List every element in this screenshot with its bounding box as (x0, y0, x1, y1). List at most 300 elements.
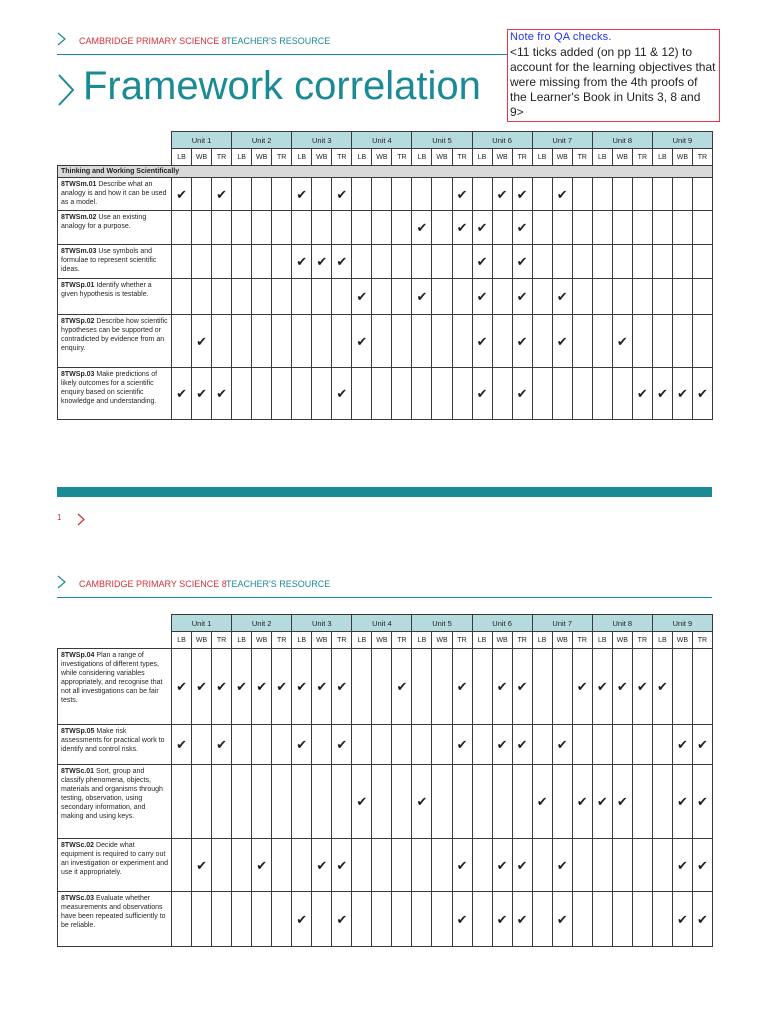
subcolumn-header: TR (332, 149, 352, 166)
unit-header: Unit 2 (232, 132, 292, 149)
tick-icon: ✔ (697, 857, 708, 873)
empty-cell (532, 892, 552, 947)
subcolumn-header: LB (532, 632, 552, 649)
tick-icon: ✔ (576, 679, 588, 694)
subcolumn-header: WB (372, 149, 392, 166)
empty-cell (532, 839, 552, 892)
tick-icon: ✔ (316, 679, 328, 694)
empty-cell (492, 315, 512, 368)
tick-cell (192, 368, 212, 420)
qa-note-heading: Note fro QA checks. (510, 31, 612, 43)
subcolumn-header: LB (412, 149, 432, 166)
tick-cell (332, 892, 352, 947)
tick-icon: ✔ (396, 679, 408, 694)
tick-icon: ✔ (697, 737, 708, 752)
empty-cell (252, 211, 272, 245)
table-row (58, 725, 713, 765)
tick-icon: ✔ (216, 679, 228, 694)
empty-cell (572, 892, 592, 947)
empty-cell (652, 245, 672, 279)
tick-icon: ✔ (697, 911, 708, 927)
unit-header: Unit 9 (652, 132, 712, 149)
empty-cell (392, 368, 412, 420)
empty-cell (652, 765, 672, 839)
tick-icon: ✔ (336, 911, 348, 927)
subcolumn-header: TR (272, 632, 292, 649)
tick-icon: ✔ (296, 737, 308, 752)
subcolumn-header: WB (252, 149, 272, 166)
tick-cell (212, 649, 232, 725)
tick-cell (232, 649, 252, 725)
tick-cell (512, 892, 532, 947)
empty-cell (272, 368, 292, 420)
tick-cell (512, 315, 532, 368)
empty-cell (352, 725, 372, 765)
tick-cell (332, 839, 352, 892)
tick-cell (292, 892, 312, 947)
unit-header: Unit 7 (532, 132, 592, 149)
objective-code: 8TWSm.02 (61, 214, 97, 221)
empty-cell (612, 245, 632, 279)
tick-cell (292, 725, 312, 765)
empty-cell (352, 178, 372, 211)
objective-code: 8TWSp.04 (61, 652, 95, 659)
empty-cell (372, 279, 392, 315)
subcolumn-header: TR (512, 632, 532, 649)
objective-text: Decide what equipment is required to carry out an investigation or experiment and use it appropriately. (61, 842, 169, 876)
empty-cell (232, 368, 252, 420)
empty-cell (272, 765, 292, 839)
empty-cell (532, 245, 552, 279)
tick-icon: ✔ (676, 386, 688, 401)
corner-cell (58, 632, 172, 649)
subcolumn-header: WB (252, 632, 272, 649)
tick-cell (412, 279, 432, 315)
tick-cell (472, 245, 492, 279)
tick-icon: ✔ (276, 679, 288, 694)
subcolumn-header: TR (692, 149, 712, 166)
empty-cell (672, 211, 692, 245)
empty-cell (392, 211, 412, 245)
tick-icon: ✔ (296, 254, 308, 269)
empty-cell (692, 315, 712, 368)
empty-cell (592, 725, 612, 765)
tick-icon: ✔ (196, 679, 207, 694)
empty-cell (332, 279, 352, 315)
tick-cell (512, 178, 532, 211)
tick-icon: ✔ (616, 333, 628, 349)
empty-cell (252, 725, 272, 765)
objective-text: Describe how scientific hypotheses can be supported or contradicted by evidence from an enquiry. (61, 318, 168, 352)
tick-cell (272, 649, 292, 725)
empty-cell (172, 765, 192, 839)
subcolumn-header: LB (532, 149, 552, 166)
subcolumn-header: LB (172, 632, 192, 649)
tick-cell (512, 211, 532, 245)
empty-cell (252, 315, 272, 368)
tick-icon: ✔ (516, 737, 528, 752)
subcolumn-header: LB (472, 149, 492, 166)
table-row (58, 178, 713, 211)
corner-cell (58, 149, 172, 166)
empty-cell (192, 211, 212, 245)
tick-cell (552, 839, 572, 892)
empty-cell (532, 315, 552, 368)
tick-icon: ✔ (336, 386, 348, 401)
tick-cell (192, 649, 212, 725)
tick-cell (172, 368, 192, 420)
empty-cell (652, 839, 672, 892)
unit-header: Unit 4 (352, 132, 412, 149)
empty-cell (392, 892, 412, 947)
tick-icon: ✔ (336, 679, 348, 694)
empty-cell (692, 245, 712, 279)
empty-cell (572, 279, 592, 315)
objective-cell (58, 211, 172, 245)
tick-cell (452, 178, 472, 211)
empty-cell (412, 245, 432, 279)
subcolumn-header: WB (432, 632, 452, 649)
tick-cell (592, 649, 612, 725)
empty-cell (232, 178, 252, 211)
unit-header-row (58, 132, 713, 149)
empty-cell (612, 279, 632, 315)
tick-icon: ✔ (476, 254, 488, 269)
subcolumn-header: WB (192, 149, 212, 166)
unit-header: Unit 6 (472, 615, 532, 632)
empty-cell (192, 245, 212, 279)
tick-cell (672, 839, 692, 892)
tick-cell (312, 649, 332, 725)
tick-cell (292, 649, 312, 725)
qa-note-body: <11 ticks added (on pp 11 & 12) to account for the learning objectives that were missing from the 4th proofs of the Learner's Book in Units 3, 8 and 9> (510, 45, 716, 119)
tick-cell (292, 178, 312, 211)
subcolumn-header: LB (292, 632, 312, 649)
empty-cell (452, 279, 472, 315)
empty-cell (592, 279, 612, 315)
tick-icon: ✔ (697, 386, 708, 401)
tick-cell (692, 892, 712, 947)
empty-cell (172, 245, 192, 279)
unit-header: Unit 5 (412, 132, 472, 149)
subcolumn-header: LB (652, 149, 672, 166)
tick-icon: ✔ (516, 220, 528, 235)
tick-icon: ✔ (516, 289, 528, 304)
chevron-right-icon (57, 32, 66, 46)
tick-icon: ✔ (516, 679, 528, 694)
empty-cell (212, 892, 232, 947)
tick-icon: ✔ (456, 911, 468, 927)
objective-code: 8TWSc.03 (61, 895, 95, 902)
tick-cell (452, 839, 472, 892)
section-heading: Thinking and Working Scientifically (58, 166, 713, 178)
chevron-right-icon (57, 74, 75, 106)
tick-icon: ✔ (476, 289, 488, 304)
tick-cell (172, 725, 192, 765)
page-footer-band (57, 487, 712, 497)
objective-cell (58, 839, 172, 892)
tick-cell (692, 725, 712, 765)
objective-cell (58, 649, 172, 725)
objective-text: Sort, group and classify phenomena, objects, materials and organisms through testing, observation, using secondary information, and making and using keys. (61, 768, 163, 820)
empty-cell (272, 725, 292, 765)
empty-cell (412, 315, 432, 368)
tick-cell (452, 649, 472, 725)
subcolumn-header: TR (212, 149, 232, 166)
tick-icon: ✔ (496, 186, 508, 202)
table-row (58, 245, 713, 279)
empty-cell (272, 892, 292, 947)
empty-cell (312, 315, 332, 368)
empty-cell (272, 839, 292, 892)
tick-icon: ✔ (256, 857, 268, 873)
empty-cell (632, 315, 652, 368)
tick-icon: ✔ (456, 220, 468, 235)
empty-cell (492, 245, 512, 279)
chevron-right-icon (77, 513, 85, 526)
tick-icon: ✔ (516, 857, 528, 873)
tick-cell (552, 892, 572, 947)
tick-icon: ✔ (216, 386, 228, 401)
empty-cell (212, 211, 232, 245)
empty-cell (172, 839, 192, 892)
unit-header: Unit 4 (352, 615, 412, 632)
objective-cell (58, 279, 172, 315)
empty-cell (172, 315, 192, 368)
empty-cell (252, 178, 272, 211)
empty-cell (352, 839, 372, 892)
subcolumn-header: LB (172, 149, 192, 166)
tick-cell (512, 279, 532, 315)
empty-cell (472, 765, 492, 839)
tick-icon: ✔ (516, 911, 528, 927)
unit-header-row (58, 615, 713, 632)
tick-cell (312, 839, 332, 892)
page-number-text: 1 (57, 513, 62, 522)
tick-cell (592, 765, 612, 839)
tick-icon: ✔ (176, 186, 187, 202)
empty-cell (672, 245, 692, 279)
empty-cell (432, 839, 452, 892)
tick-icon: ✔ (176, 386, 187, 401)
subcolumn-header: WB (552, 149, 572, 166)
empty-cell (572, 178, 592, 211)
empty-cell (432, 211, 452, 245)
subcolumn-header: LB (592, 632, 612, 649)
empty-cell (232, 211, 252, 245)
subcolumn-header: LB (652, 632, 672, 649)
unit-header: Unit 8 (592, 615, 652, 632)
tick-cell (492, 892, 512, 947)
objective-cell (58, 245, 172, 279)
tick-icon: ✔ (176, 679, 187, 694)
empty-cell (192, 765, 212, 839)
corner-cell (58, 132, 172, 149)
empty-cell (592, 892, 612, 947)
tick-cell (552, 279, 572, 315)
empty-cell (692, 178, 712, 211)
tick-icon: ✔ (697, 794, 708, 809)
empty-cell (632, 892, 652, 947)
tick-icon: ✔ (416, 794, 428, 809)
tick-cell (632, 649, 652, 725)
tick-cell (252, 839, 272, 892)
subcolumn-header: LB (592, 149, 612, 166)
empty-cell (652, 279, 672, 315)
table-row (58, 368, 713, 420)
tick-cell (492, 178, 512, 211)
subcolumn-header: LB (232, 632, 252, 649)
subcolumn-header: TR (572, 632, 592, 649)
empty-cell (632, 279, 652, 315)
empty-cell (392, 765, 412, 839)
table-row (58, 279, 713, 315)
empty-cell (272, 245, 292, 279)
objective-cell (58, 315, 172, 368)
tick-cell (192, 839, 212, 892)
tick-icon: ✔ (516, 386, 528, 401)
empty-cell (632, 245, 652, 279)
tick-cell (552, 725, 572, 765)
objective-code: 8TWSm.03 (61, 248, 97, 255)
table-row (58, 892, 713, 947)
tick-icon: ✔ (516, 186, 528, 202)
empty-cell (352, 892, 372, 947)
empty-cell (692, 649, 712, 725)
empty-cell (292, 765, 312, 839)
tick-icon: ✔ (196, 333, 207, 349)
subcolumn-header: TR (452, 632, 472, 649)
empty-cell (192, 725, 212, 765)
tick-cell (572, 649, 592, 725)
tick-cell (512, 368, 532, 420)
tick-cell (672, 725, 692, 765)
tick-icon: ✔ (296, 679, 308, 694)
table-row (58, 765, 713, 839)
tick-cell (212, 178, 232, 211)
tick-cell (552, 178, 572, 211)
tick-cell (332, 178, 352, 211)
empty-cell (372, 368, 392, 420)
subcolumn-header: WB (612, 632, 632, 649)
unit-header: Unit 3 (292, 615, 352, 632)
tick-icon: ✔ (476, 220, 488, 235)
empty-cell (652, 178, 672, 211)
empty-cell (632, 178, 652, 211)
empty-cell (432, 315, 452, 368)
objective-text: Make risk assessments for practical work to identify and control risks. (61, 728, 165, 753)
header-resource-title: TEACHER'S RESOURCE (226, 36, 331, 46)
empty-cell (232, 892, 252, 947)
tick-icon: ✔ (416, 289, 428, 304)
tick-icon: ✔ (496, 857, 508, 873)
objective-text: Describe what an analogy is and how it can be used as a model. (61, 181, 167, 206)
empty-cell (352, 245, 372, 279)
tick-icon: ✔ (676, 737, 688, 752)
empty-cell (212, 315, 232, 368)
tick-cell (692, 839, 712, 892)
subcolumn-header: WB (192, 632, 212, 649)
empty-cell (412, 368, 432, 420)
empty-cell (252, 279, 272, 315)
table-row (58, 211, 713, 245)
tick-cell (652, 368, 672, 420)
chevron-right-icon (57, 575, 66, 589)
tick-cell (452, 892, 472, 947)
table-row (58, 315, 713, 368)
subcolumn-header: WB (672, 149, 692, 166)
subcolumn-header: LB (352, 632, 372, 649)
tick-icon: ✔ (656, 679, 668, 694)
tick-icon: ✔ (656, 386, 668, 401)
tick-cell (452, 211, 472, 245)
empty-cell (652, 211, 672, 245)
tick-icon: ✔ (596, 794, 608, 809)
subcolumn-header: WB (312, 149, 332, 166)
empty-cell (392, 279, 412, 315)
empty-cell (252, 245, 272, 279)
empty-cell (192, 279, 212, 315)
empty-cell (452, 765, 472, 839)
empty-cell (252, 368, 272, 420)
empty-cell (412, 649, 432, 725)
unit-header: Unit 8 (592, 132, 652, 149)
objective-text: Use symbols and formulae to represent scientific ideas. (61, 248, 157, 273)
tick-cell (212, 368, 232, 420)
empty-cell (492, 765, 512, 839)
tick-cell (672, 765, 692, 839)
objective-code: 8TWSc.01 (61, 768, 95, 775)
empty-cell (592, 178, 612, 211)
empty-cell (312, 765, 332, 839)
empty-cell (492, 211, 512, 245)
empty-cell (372, 649, 392, 725)
empty-cell (212, 245, 232, 279)
subcolumn-header: LB (472, 632, 492, 649)
unit-header: Unit 1 (172, 615, 232, 632)
empty-cell (412, 725, 432, 765)
empty-cell (312, 892, 332, 947)
tick-icon: ✔ (296, 911, 308, 927)
empty-cell (232, 839, 252, 892)
tick-icon: ✔ (476, 386, 488, 401)
empty-cell (472, 649, 492, 725)
tick-cell (392, 649, 412, 725)
empty-cell (672, 178, 692, 211)
subcolumn-header: TR (632, 632, 652, 649)
empty-cell (412, 892, 432, 947)
subcolumn-header: LB (352, 149, 372, 166)
empty-cell (612, 368, 632, 420)
empty-cell (252, 892, 272, 947)
tick-cell (472, 211, 492, 245)
empty-cell (312, 279, 332, 315)
tick-cell (512, 839, 532, 892)
empty-cell (292, 839, 312, 892)
empty-cell (452, 315, 472, 368)
empty-cell (372, 892, 392, 947)
tick-cell (612, 649, 632, 725)
subcolumn-header: LB (232, 149, 252, 166)
subcolumn-header: TR (572, 149, 592, 166)
subcolumn-header: WB (312, 632, 332, 649)
empty-cell (212, 839, 232, 892)
empty-cell (532, 178, 552, 211)
tick-cell (332, 725, 352, 765)
empty-cell (332, 315, 352, 368)
empty-cell (552, 765, 572, 839)
objective-code: 8TWSp.03 (61, 371, 95, 378)
